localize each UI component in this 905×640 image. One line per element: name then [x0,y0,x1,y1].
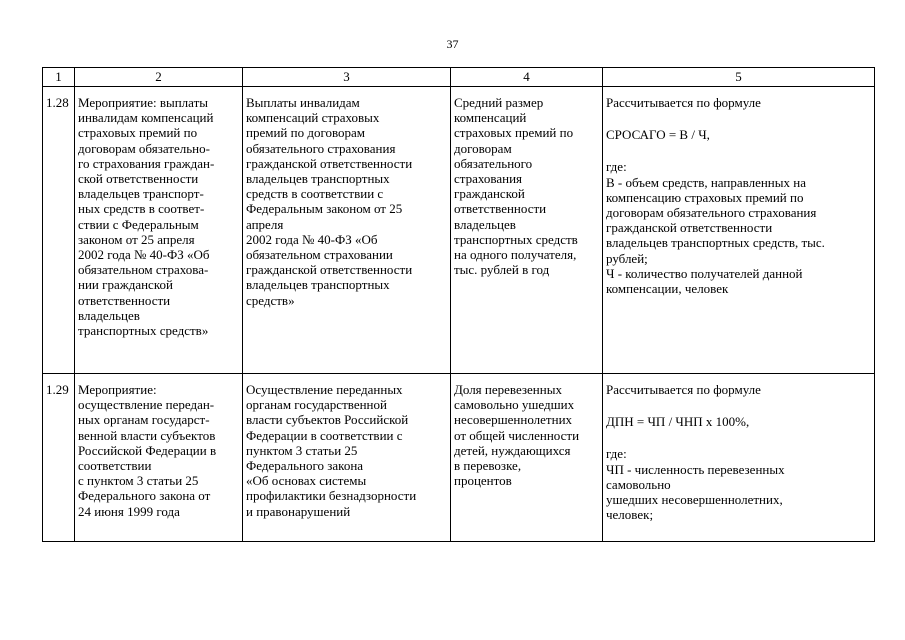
text-line: страховых премий по [454,125,574,141]
text-line: Федерального закона от [78,488,211,504]
text-line: премий по договорам [246,125,365,141]
text-line: человек; [606,507,654,523]
text-line: обязательном страховании [246,247,393,263]
text-line: власти субъектов Российской [246,412,409,428]
text-line: несовершеннолетних [454,412,573,428]
text-line: Федерации в соответствии с [246,427,403,443]
text-line: договорам обязательно- [78,140,210,156]
text-line: средств» [246,292,295,308]
text-line: ных средств в соответ- [78,201,205,217]
formula-explanation [606,159,871,296]
text-line: с пунктом 3 статьи 25 [78,473,199,489]
text-line: компенсаций страховых [246,110,380,126]
indicator-cell [451,87,603,374]
text-line: транспортных средств» [78,323,209,339]
text-line: профилактики безнадзорности [246,488,417,504]
text-line: средств в соответствии с [246,186,384,202]
text-line: Российской Федерации в [78,442,217,458]
column-header: 2 [75,68,243,87]
text-line: ответственности [454,201,547,217]
formula-explanation [606,446,871,522]
row-number: 1.29 [43,374,75,542]
text-line: договорам обязательного страхования [606,205,817,221]
indicator-table [42,67,875,542]
text-line: Федерального закона [246,458,364,474]
text-line: самовольно ушедших [454,397,575,413]
description-cell [243,374,451,542]
text-line: обязательного [454,155,533,171]
text-line: осуществление передан- [78,397,215,413]
formula-intro: Рассчитывается по формуле [606,382,761,397]
text-line: страхования [454,171,523,187]
text-line: законом от 25 апреля [78,231,195,247]
text-line: ствии с Федеральным [78,216,199,232]
text-line: гражданской ответственности [606,220,773,236]
text-line: Мероприятие: выплаты [78,95,208,110]
column-header: 3 [243,68,451,87]
text-line: обязательного страхования [246,140,396,156]
text-line: венной власти субъектов [78,427,216,443]
formula-intro: Рассчитывается по формуле [606,95,761,110]
text-line: детей, нуждающихся [454,442,571,458]
table-row [43,87,875,374]
text-line: где: [606,159,627,175]
text-line: самовольно [606,476,671,492]
text-line: транспортных средств [454,231,578,247]
text-line: рублей; [606,250,648,266]
text-line: В - объем средств, направленных на [606,174,806,190]
description-cell [243,87,451,374]
text-line: Доля перевезенных [454,382,562,397]
text-line: Выплаты инвалидам [246,95,360,110]
page-number: 37 [446,37,459,51]
row-number: 1.28 [43,87,75,374]
column-header: 1 [43,68,75,87]
text-line: где: [606,446,627,462]
text-line: го страхования граждан- [78,155,215,171]
text-line: 2002 года № 40-ФЗ «Об [246,231,378,247]
text-line: тыс. рублей в год [454,262,550,278]
text-line: нии гражданской [78,277,173,293]
text-line: владельцев [78,307,140,323]
text-line: на одного получателя, [454,247,577,263]
activity-cell [75,374,243,542]
text-line: ской ответственности [78,171,199,187]
text-line: владельцев транспортных [246,277,390,293]
text-line: от общей численности [454,427,580,443]
text-line: ЧП - численность перевезенных [606,461,785,477]
formula-expression: СРОСАГО = В / Ч, [606,127,710,143]
column-header: 5 [603,68,875,87]
column-header: 4 [451,68,603,87]
table-row [43,374,875,542]
text-line: «Об основах системы [246,473,367,489]
text-line: владельцев транспортных [246,171,390,187]
text-line: компенсацию страховых премий по [606,189,804,205]
text-line: страховых премий по [78,125,198,141]
text-line: соответствии [78,458,152,474]
text-line: гражданской [454,186,525,202]
text-line: обязательном страхова- [78,262,209,278]
text-line: компенсации, человек [606,281,729,297]
table-header-row [43,68,875,87]
text-line: и правонарушений [246,503,351,519]
text-line: пунктом 3 статьи 25 [246,442,358,458]
formula-cell [603,374,875,542]
text-line: Средний размер [454,95,544,110]
text-line: апреля [246,216,284,232]
activity-cell [75,87,243,374]
indicator-cell [451,374,603,542]
text-line: владельцев транспортных средств, тыс. [606,235,825,251]
text-line: владельцев [454,216,516,232]
text-line: гражданской ответственности [246,155,413,171]
text-line: инвалидам компенсаций [78,110,214,126]
text-line: Мероприятие: [78,382,157,397]
text-line: владельцев транспорт- [78,186,204,202]
text-line: ушедших несовершеннолетних, [606,492,783,508]
text-line: процентов [454,473,512,489]
text-line: Федеральным законом от 25 [246,201,403,217]
text-line: Осуществление переданных [246,382,403,397]
text-line: Ч - количество получателей данной [606,265,803,281]
text-line: ответственности [78,292,171,308]
text-line: в перевозке, [454,458,522,474]
text-line: договорам [454,140,512,156]
text-line: 24 июня 1999 года [78,503,180,519]
text-line: гражданской ответственности [246,262,413,278]
text-line: органам государственной [246,397,387,413]
text-line: 2002 года № 40-ФЗ «Об [78,247,210,263]
formula-expression: ДПН = ЧП / ЧНП х 100%, [606,414,750,430]
text-line: компенсаций [454,110,527,126]
text-line: ных органам государст- [78,412,210,428]
formula-cell [603,87,875,374]
